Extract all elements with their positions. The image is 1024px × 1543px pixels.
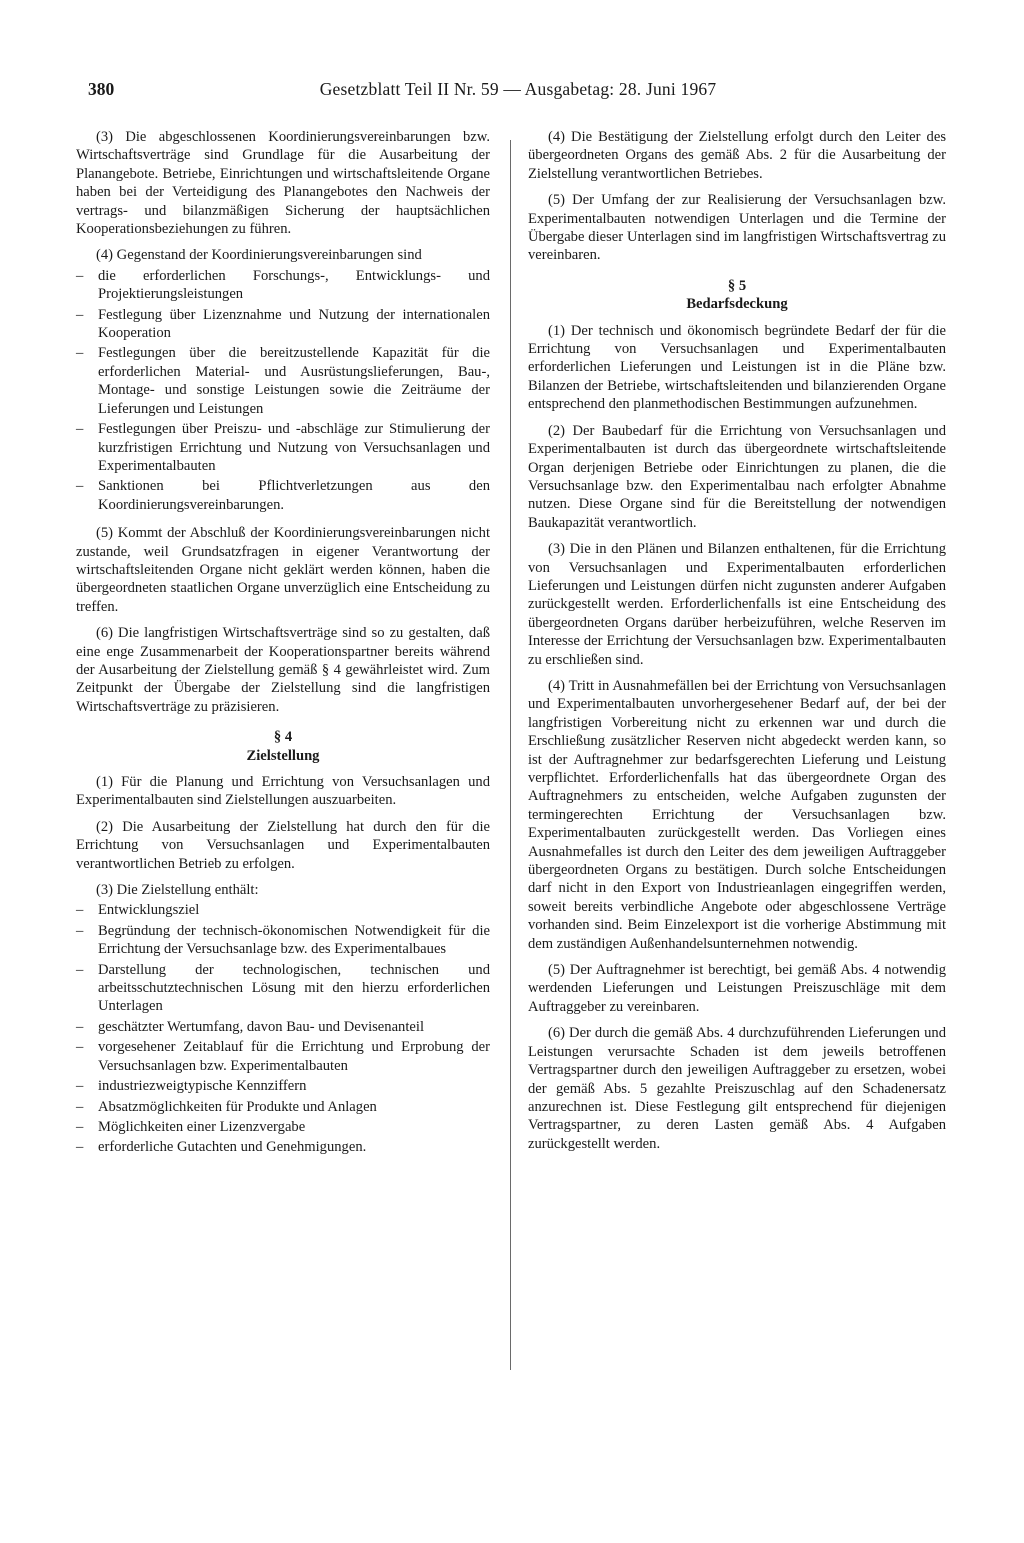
dash-bullet: – bbox=[76, 1118, 84, 1135]
list-zielstellung bbox=[76, 901, 490, 1156]
paragraph-4-intro: (4) Gegenstand der Koordinierungsvereinbarungen sind bbox=[96, 247, 422, 264]
left-column bbox=[76, 128, 490, 1167]
list-item: – Festlegungen über die bereitzustellende Kapazität für die erforderlichen Material- und Ausrüstungslieferungen, Bau-, Montage- und sonstige Leistungen sowie die Zeiträume der Lieferungen und Leistungen bbox=[76, 345, 490, 417]
dash-bullet: – bbox=[76, 922, 84, 939]
paragraph-6: (6) Die langfristigen Wirtschaftsverträge sind so zu gestalten, daß eine enge Zusammenarbeit der Kooperationspartner bereits während der Ausarbeitung der Zielstellung gemäß § 4 gewährleistet wird. Zum Zeitpunkt der Übergabe der Zielstellung sind die langfristigen Wirtschaftsverträge zu präzisieren. bbox=[76, 625, 490, 715]
paragraph-4-right: (4) Die Bestätigung der Zielstellung erfolgt durch den Leiter des übergeordneten Organs des gemäß Abs. 2 für die Ausarbeitung der Zielstellung verantwortlichen Betriebes. bbox=[528, 129, 946, 182]
dash-bullet: – bbox=[76, 267, 84, 284]
dash-bullet: – bbox=[76, 306, 84, 323]
dash-bullet: – bbox=[76, 1139, 84, 1156]
s5-paragraph-5: (5) Der Auftragnehmer ist berechtigt, bei gemäß Abs. 4 notwendig werdenden Lieferungen und Leistungen Preiszuschläge mit dem Auftraggeber zu vereinbaren. bbox=[528, 962, 946, 1015]
list-item: – Absatzmöglichkeiten für Produkte und Anlagen bbox=[76, 1098, 377, 1115]
list-item: – Möglichkeiten einer Lizenzvergabe bbox=[76, 1118, 306, 1135]
dash-bullet: – bbox=[76, 345, 84, 362]
list-item: – Begründung der technisch-ökonomischen Notwendigkeit für die Errichtung der Versuchsanlage bzw. des Experimentalbaues bbox=[76, 922, 490, 958]
paragraph-3: (3) Die abgeschlossenen Koordinierungsvereinbarungen bzw. Wirtschaftsverträge sind Grundlage für die Ausarbeitung der Planangebote. Betriebe, Einrichtungen und wirtschaftsleitende Organe haben bei der Verteidigung des Planangebotes den Nachweis der vertrags- und bilanzmäßigen Sicherung der hauptsächlichen Kooperationsbeziehungen zu führen. bbox=[76, 129, 490, 238]
s4-paragraph-3-intro: (3) Die Zielstellung enthält: bbox=[96, 882, 259, 899]
dash-bullet: – bbox=[76, 902, 84, 919]
column-divider bbox=[510, 140, 511, 1370]
dash-bullet: – bbox=[76, 1078, 84, 1095]
right-column bbox=[528, 128, 946, 1161]
dash-bullet: – bbox=[76, 478, 84, 495]
dash-bullet: – bbox=[76, 961, 84, 978]
s5-paragraph-4: (4) Tritt in Ausnahmefällen bei der Errichtung von Versuchsanlagen und Experimentalbauten unvorhergesehener Bedarf auf, der bei der langfristigen Vorbereitung nicht zu erkennen war und durch die Erschließung zusätzlicher Reserven nicht abgedeckt werden kann, so ist der Auftragnehmer zur bedarfsgerechten Lieferung und Leistung verpflichtet. Erforderlichenfalls hat das übergeordnete Organ des Auftragnehmers zu entscheiden, welche Aufgaben zugunsten der termingerechten Errichtung der Versuchsanlagen bzw. Experimentalbauten zurückgestellt werden. Das Vorliegen eines Ausnahmefalles ist durch den Leiter des dem jeweiligen Auftraggeber übergeordneten Organs zu bestätigen. Durch solche Entscheidungen darf nicht in den Export von Industrieanlagen eingegriffen werden, soweit bereits verbindliche Angebote oder abgeschlossene Verträge vorhanden sind. Beim Einzelexport ist die vorherige Abstimmung mit dem zuständigen Außenhandelsunternehmen notwendig. bbox=[528, 677, 946, 952]
s5-paragraph-6: (6) Der durch die gemäß Abs. 4 durchzuführenden Lieferungen und Leistungen verursachte Schaden ist dem jeweils betroffenen Vertragspartner durch den jeweiligen Auftraggeber zu ersetzen, wobei der gemäß Abs. 5 gezahlte Preiszuschlag auf den Schadenersatz anzurechnen ist. Diese Festlegung gilt entsprechend für diejenigen Vertragspartner, zu deren Lasten gemäß Abs. 4 Aufgaben zurückgestellt werden. bbox=[528, 1025, 946, 1152]
header-title: Gesetzblatt Teil II Nr. 59 — Ausgabetag: 28. Juni 1967 bbox=[319, 79, 717, 99]
s4-paragraph-1: (1) Für die Planung und Errichtung von Versuchsanlagen und Experimentalbauten sind Zielstellungen auszuarbeiten. bbox=[76, 774, 490, 809]
list-koordinierung bbox=[76, 267, 490, 514]
section-4-title: Zielstellung bbox=[246, 747, 320, 764]
section-5-title: Bedarfsdeckung bbox=[686, 296, 788, 313]
section-5-number: § 5 bbox=[727, 277, 747, 294]
list-item: – geschätzter Wertumfang, davon Bau- und Devisenanteil bbox=[76, 1018, 424, 1035]
page-header bbox=[88, 76, 948, 102]
section-4-number: § 4 bbox=[273, 729, 293, 746]
dash-bullet: – bbox=[76, 1098, 84, 1115]
list-item: – die erforderlichen Forschungs-, Entwicklungs- und Projektierungsleistungen bbox=[76, 267, 490, 303]
list-item: – erforderliche Gutachten und Genehmigungen. bbox=[76, 1139, 367, 1156]
list-item: – Entwicklungsziel bbox=[76, 902, 200, 919]
dash-bullet: – bbox=[76, 421, 84, 438]
dash-bullet: – bbox=[76, 1039, 84, 1056]
paragraph-5: (5) Kommt der Abschluß der Koordinierungsvereinbarungen nicht zustande, weil Grundsatzfragen in eigener Verantwortung der wirtschaftsleitenden Organe nicht geklärt werden können, haben die übergeordneten staatlichen Organe unverzüglich eine Entscheidung zu treffen. bbox=[76, 525, 490, 615]
list-item: – Sanktionen bei Pflichtverletzungen aus den Koordinierungsvereinbarungen. bbox=[76, 478, 490, 513]
page-number: 380 bbox=[88, 79, 115, 99]
s5-paragraph-2: (2) Der Baubedarf für die Errichtung von Versuchsanlagen und Experimentalbauten ist durch das übergeordnete wirtschaftsleitende Organ derjenigen Betriebe oder Einrichtungen zu planen, die die Versuchsanlage bzw. den Experimentalbau nach erfolgter Abnahme nutzen. Diese Organe sind für die Bereitstellung der notwendigen Baukapazität verantwortlich. bbox=[528, 422, 946, 531]
list-item: – Festlegungen über Preiszu- und -abschläge zur Stimulierung der kurzfristigen Errichtung und Nutzung von Versuchsanlagen und Experimentalbauten bbox=[76, 421, 490, 474]
s5-paragraph-3: (3) Die in den Plänen und Bilanzen enthaltenen, für die Errichtung von Versuchsanlagen und Experimentalbauten erforderlichen Lieferungen und Leistungen dürfen nicht zugunsten anderer Aufgaben zurückgestellt werden. Erforderlichenfalls ist eine Entscheidung des übergeordneten Organs darüber herbeizuführen, welche Reserven im Interesse der Errichtung der Versuchsanlagen bzw. Experimentalbauten zu erschließen sind. bbox=[528, 541, 946, 668]
list-item: – Festlegung über Lizenznahme und Nutzung der internationalen Kooperation bbox=[76, 306, 490, 342]
dash-bullet: – bbox=[76, 1018, 84, 1035]
paragraph-5-right: (5) Der Umfang der zur Realisierung der Versuchsanlagen bzw. Experimentalbauten notwendigen Unterlagen und die Termine der Übergabe dieser Unterlagen sind im langfristigen Wirtschaftsvertrag zu vereinbaren. bbox=[528, 192, 946, 264]
s5-paragraph-1: (1) Der technisch und ökonomisch begründete Bedarf der für die Errichtung von Versuchsanlagen und Experimentalbauten erforderlichen Lieferungen und Leistungen ist in die Pläne bzw. Bilanzen der Betriebe, wirtschaftsleitenden und bilanzierenden Organe entsprechend den planmethodischen Bestimmungen aufzunehmen. bbox=[528, 322, 946, 413]
list-item: – industriezweigtypische Kennziffern bbox=[76, 1078, 307, 1095]
list-item: – vorgesehener Zeitablauf für die Errichtung und Erprobung der Versuchsanlagen bzw. Experimentalbauten bbox=[76, 1039, 490, 1074]
s4-paragraph-2: (2) Die Ausarbeitung der Zielstellung hat durch den für die Errichtung von Versuchsanlagen und Experimentalbauten verantwortlichen Betrieb zu erfolgen. bbox=[76, 818, 490, 872]
list-item: – Darstellung der technologischen, technischen und arbeitsschutztechnischen Lösung mit den hierzu erforderlichen Unterlagen bbox=[76, 961, 490, 1015]
